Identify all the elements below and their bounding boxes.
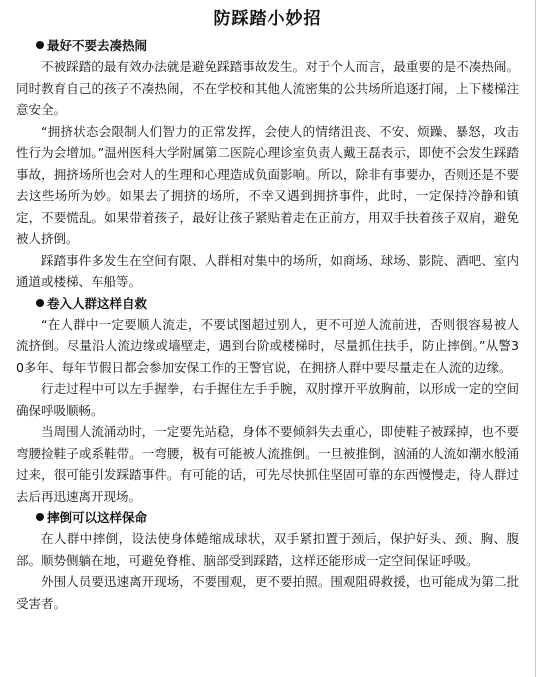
paragraph: 外围人员要迅速离开现场，不要围观，更不要拍照。围观阻碍救援，也可能成为第二批受害者。	[16, 574, 519, 611]
bullet-icon	[36, 41, 44, 49]
paragraph: 不被踩踏的最有效办法就是避免踩踏事故发生。对于个人而言，最重要的是不凑热闹。同时教育自己的孩子不凑热闹，不在学校和其他人流密集的公共场所追逐打闹，上下楼梯注意安全。	[16, 59, 519, 117]
section-heading	[16, 35, 519, 56]
section-heading	[16, 507, 519, 528]
paragraph: 当周围人流涌动时，一定要先站稳，身体不要倾斜失去重心，即使鞋子被踩掉，也不要弯腰捡鞋子或系鞋带。一弯腰，极有可能被人流推倒。一旦被推倒，汹涌的人流如潮水般涌过来，很可能引发踩踏事件。有可能的话，可先尽快抓住坚固可靠的东西慢慢走，待人群过去后再迅速离开现场。	[16, 424, 519, 504]
bullet-icon	[36, 299, 44, 307]
bullet-icon	[36, 513, 44, 521]
section-heading-text: 卷入人群这样自救	[47, 295, 148, 311]
section-heading-text: 摔倒可以这样保命	[47, 510, 148, 525]
section-heading	[16, 293, 519, 314]
paragraph: 在人群中摔倒，设法使身体蜷缩成球状，双手紧扣置于颈后，保护好头、颈、胸、腹部。顺势侧躺在地，可避免脊椎、脑部受到踩踏，这样还能形成一定空间保证呼吸。	[16, 531, 519, 568]
section-self-rescue	[16, 293, 519, 508]
section-fall-protection	[16, 507, 519, 614]
document-title: 防踩踏小妙招	[213, 9, 322, 29]
section-heading-text: 最好不要去凑热闹	[47, 38, 148, 53]
paragraph: “拥挤状态会限制人们智力的正常发挥，会使人的情绪沮丧、不安、烦躁、暴怒，攻击性行为会增加。”温州医科大学附属第二医院心理诊室负责人戴王磊表示，即使不会发生踩踏事故，拥挤场所也会对人的生理和心理造成负面影响。所以，除非有事要办，否则还是不要去这些场所为妙。如果去了拥挤的场所，不幸又遇到拥挤事件，此时，一定保持冷静和镇定，不要慌乱。如果带着孩子，最好让孩子紧贴着走在正前方，用双手扶着孩子双肩，避免被人挤倒。	[16, 123, 519, 246]
section-avoid-crowds	[16, 35, 519, 293]
paragraph: 行走过程中可以左手握拳，右手握住左手手腕，双肘撑开平放胸前，以形成一定的空间确保呼吸顺畅。	[16, 381, 519, 418]
paragraph: 踩踏事件多发生在空间有限、人群相对集中的场所，如商场、球场、影院、酒吧、室内通道或楼梯、车船等。	[16, 252, 519, 289]
paragraph: “在人群中一定要顺人流走，不要试图超过别人，更不可逆人流前进，否则很容易被人流挤倒。尽量沿人流边缘或墙壁走，遇到台阶或楼梯时，尽量抓住扶手，防止摔倒。”从警30多年、每年节假日都会参加安保工作的王警官说，在拥挤人群中要尽量走在人流的边缘。	[16, 316, 519, 375]
